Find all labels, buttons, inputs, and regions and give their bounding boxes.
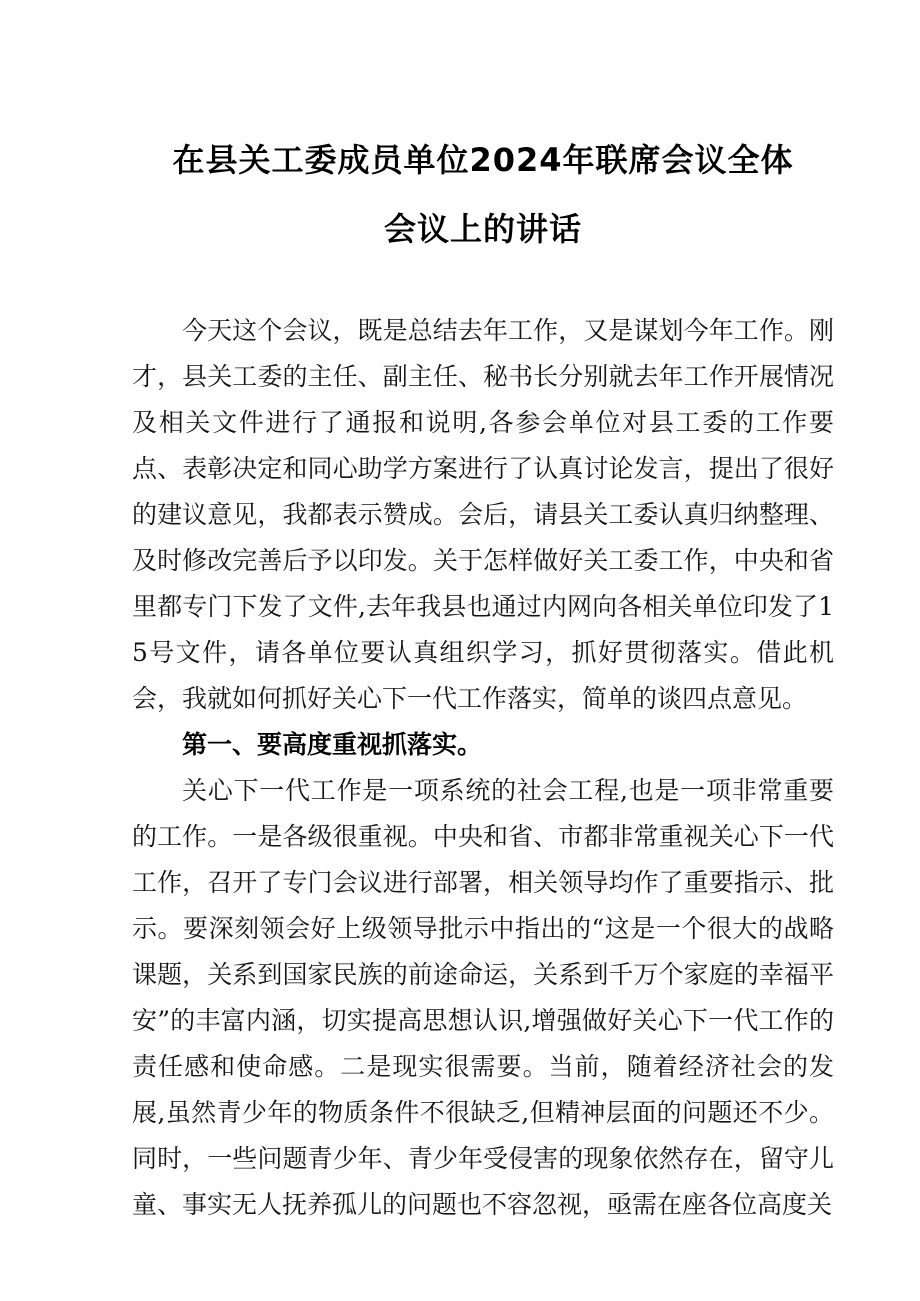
section-heading-1: 第一、要高度重视抓落实。 bbox=[182, 730, 483, 759]
document-title-line-1: 在县关工委成员单位2024年联席会议全体 bbox=[172, 141, 794, 179]
document-body bbox=[132, 308, 834, 1228]
paragraph-section-1: 关心下一代工作是一项系统的社会工程,也是一项非常重要的工作。一是各级很重视。中央和省、市都非常重视关心下一代工作，召开了专门会议进行部署，相关领导均作了重要指示、批示。要深刻领会好上级领导批示中指出的“这是一个很大的战略课题，关系到国家民族的前途命运，关系到千万个家庭的幸福平安”的丰富内涵，切实提高思想认识,增强做好关心下一代工作的责任感和使命感。二是现实很需要。当前，随着经济社会的发展,虽然青少年的物质条件不很缺乏,但精神层面的问题还不少。同时，一些问题青少年、青少年受侵害的现象依然存在，留守儿童、事实无人抚养孤儿的问题也不容忽视，亟需在座各位高度关 bbox=[132, 776, 834, 1219]
document-title-line-2: 会议上的讲话 bbox=[383, 210, 582, 248]
document-title bbox=[132, 126, 834, 264]
paragraph-intro: 今天这个会议，既是总结去年工作，又是谋划今年工作。刚才，县关工委的主任、副主任、秘书长分别就去年工作开展情况及相关文件进行了通报和说明,各参会单位对县工委的工作要点、表彰决定和同心助学方案进行了认真讨论发言，提出了很好的建议意见，我都表示赞成。会后，请县关工委认真归纳整理、及时修改完善后予以印发。关于怎样做好关工委工作，中央和省里都专门下发了文件,去年我县也通过内网向各相关单位印发了15号文件，请各单位要认真组织学习，抓好贯彻落实。借此机会，我就如何抓好关心下一代工作落实，简单的谈四点意见。 bbox=[132, 316, 834, 713]
document-content bbox=[132, 0, 834, 1228]
